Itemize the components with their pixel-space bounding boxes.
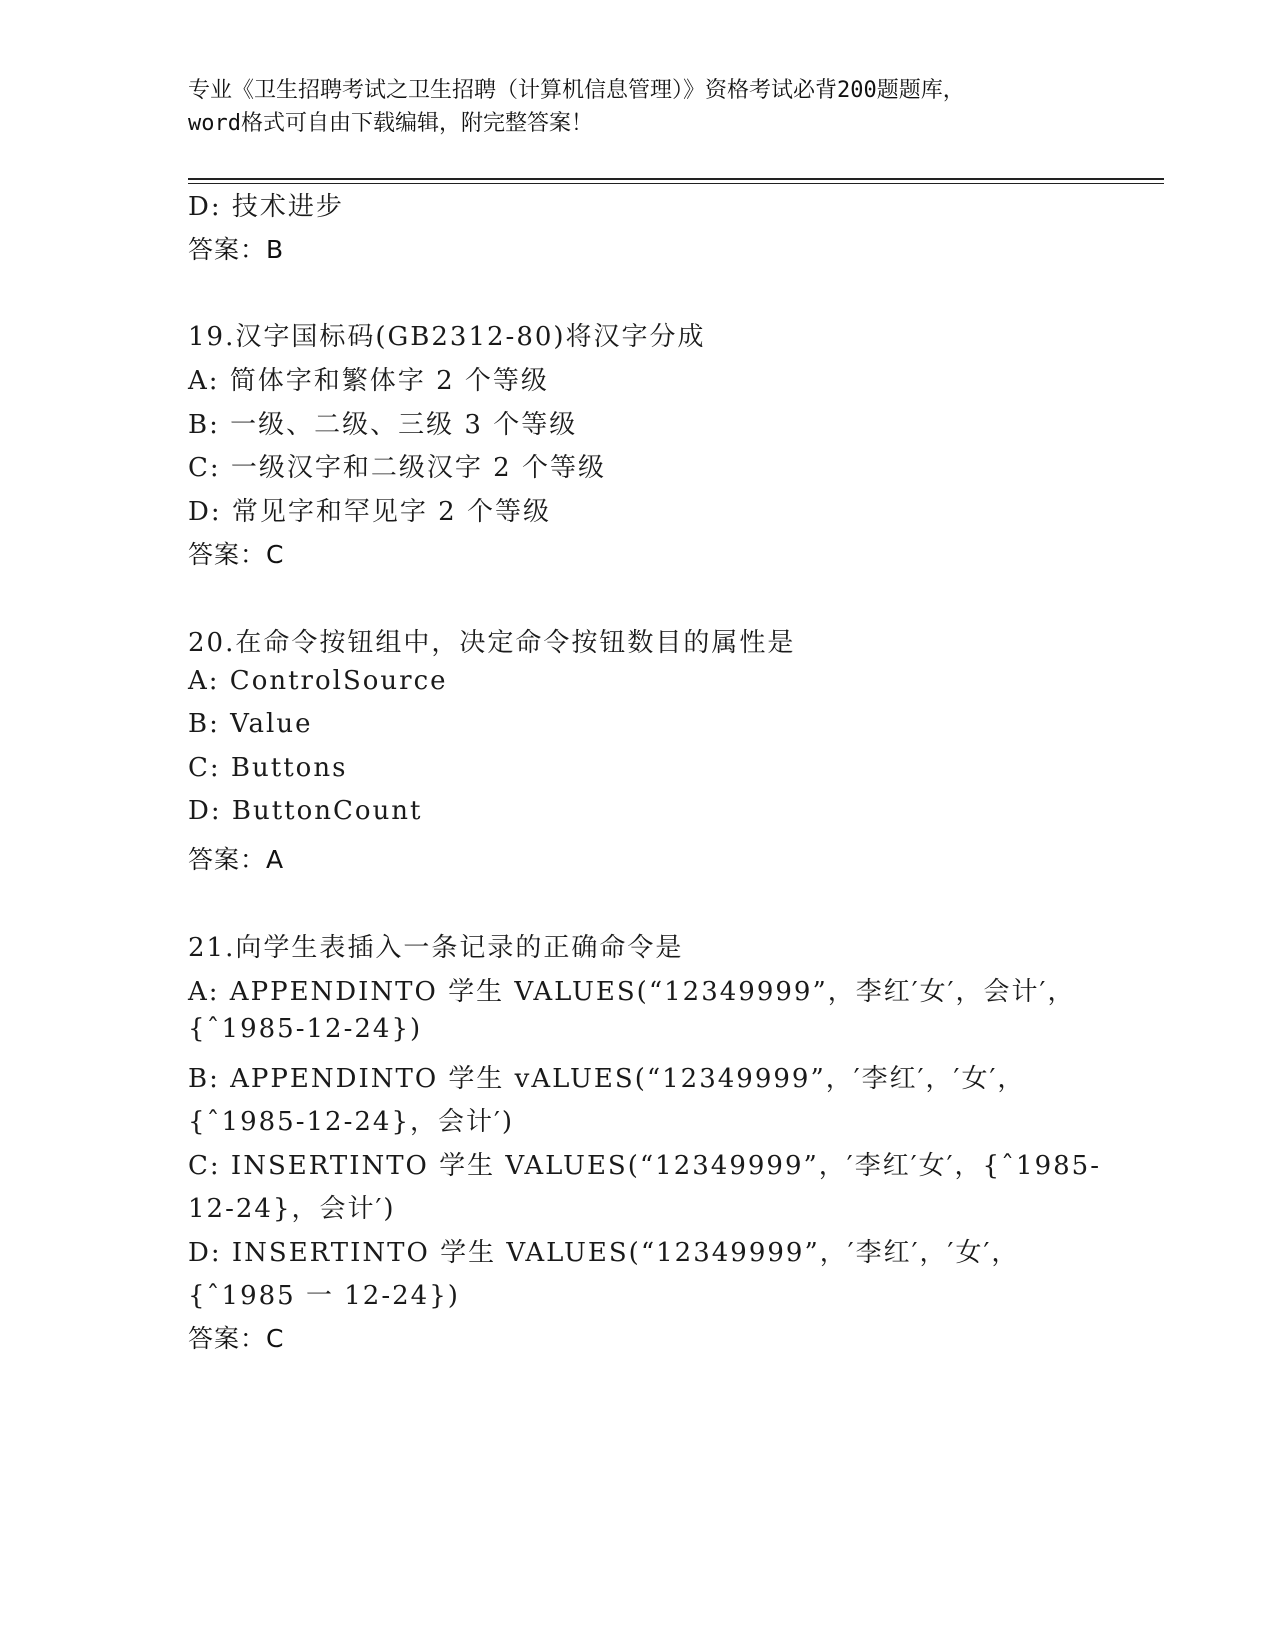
question-21-option-b-continued: {ˆ1985-12-24}，会计′) [188,1107,515,1137]
question-21-option-d: D: INSERTINTO 学生 VALUES(“12349999”，′李红′，′女′， [188,1238,1020,1268]
question-20-option-a: A: ControlSource [188,666,448,696]
question-21-option-d-continued: {ˆ1985 一 12-24}) [188,1281,460,1311]
question-21-stem: 21.向学生表插入一条记录的正确命令是 [188,933,684,963]
question-21-option-a: A: APPENDINTO 学生 VALUES(“12349999”，李红′女′，会计′， [188,977,1076,1007]
question-19-option-d: D: 常见字和罕见字 2 个等级 [188,497,551,527]
document-header [188,74,1088,140]
question-21-answer: 答案：C [188,1324,285,1353]
question-19-answer: 答案：C [188,540,285,569]
header-title-line: 专业《卫生招聘考试之卫生招聘（计算机信息管理）》资格考试必背200题题库， [188,78,965,103]
header-subtitle-line: word格式可自由下载编辑，附完整答案！ [188,111,593,136]
header-divider-thick [188,178,1164,180]
question-20-answer: 答案：A [188,845,285,874]
question-21-option-b: B: APPENDINTO 学生 vALUES(“12349999”，′李红′，′女′， [188,1064,1026,1094]
question-21-option-a-continued: {ˆ1985-12-24}) [188,1014,423,1044]
question-20-option-b: B: Value [188,709,313,739]
prev-question-answer: 答案：B [188,235,285,264]
question-20-stem: 20.在命令按钮组中，决定命令按钮数目的属性是 [188,628,796,658]
question-19-option-b: B: 一级、二级、三级 3 个等级 [188,410,578,440]
question-19-stem: 19.汉字国标码(GB2312-80)将汉字分成 [188,322,706,352]
question-21-option-c: C: INSERTINTO 学生 VALUES(“12349999”，′李红′女′，{ˆ1985- [188,1151,1102,1181]
header-divider-thin [188,183,1164,184]
question-19-option-c: C: 一级汉字和二级汉字 2 个等级 [188,453,606,483]
question-20-option-c: C: Buttons [188,753,348,783]
question-21-option-c-continued: 12-24}，会计′) [188,1194,396,1224]
question-20-option-d: D: ButtonCount [188,796,423,826]
prev-question-option-d: D: 技术进步 [188,192,344,222]
question-19-option-a: A: 简体字和繁体字 2 个等级 [188,366,549,396]
